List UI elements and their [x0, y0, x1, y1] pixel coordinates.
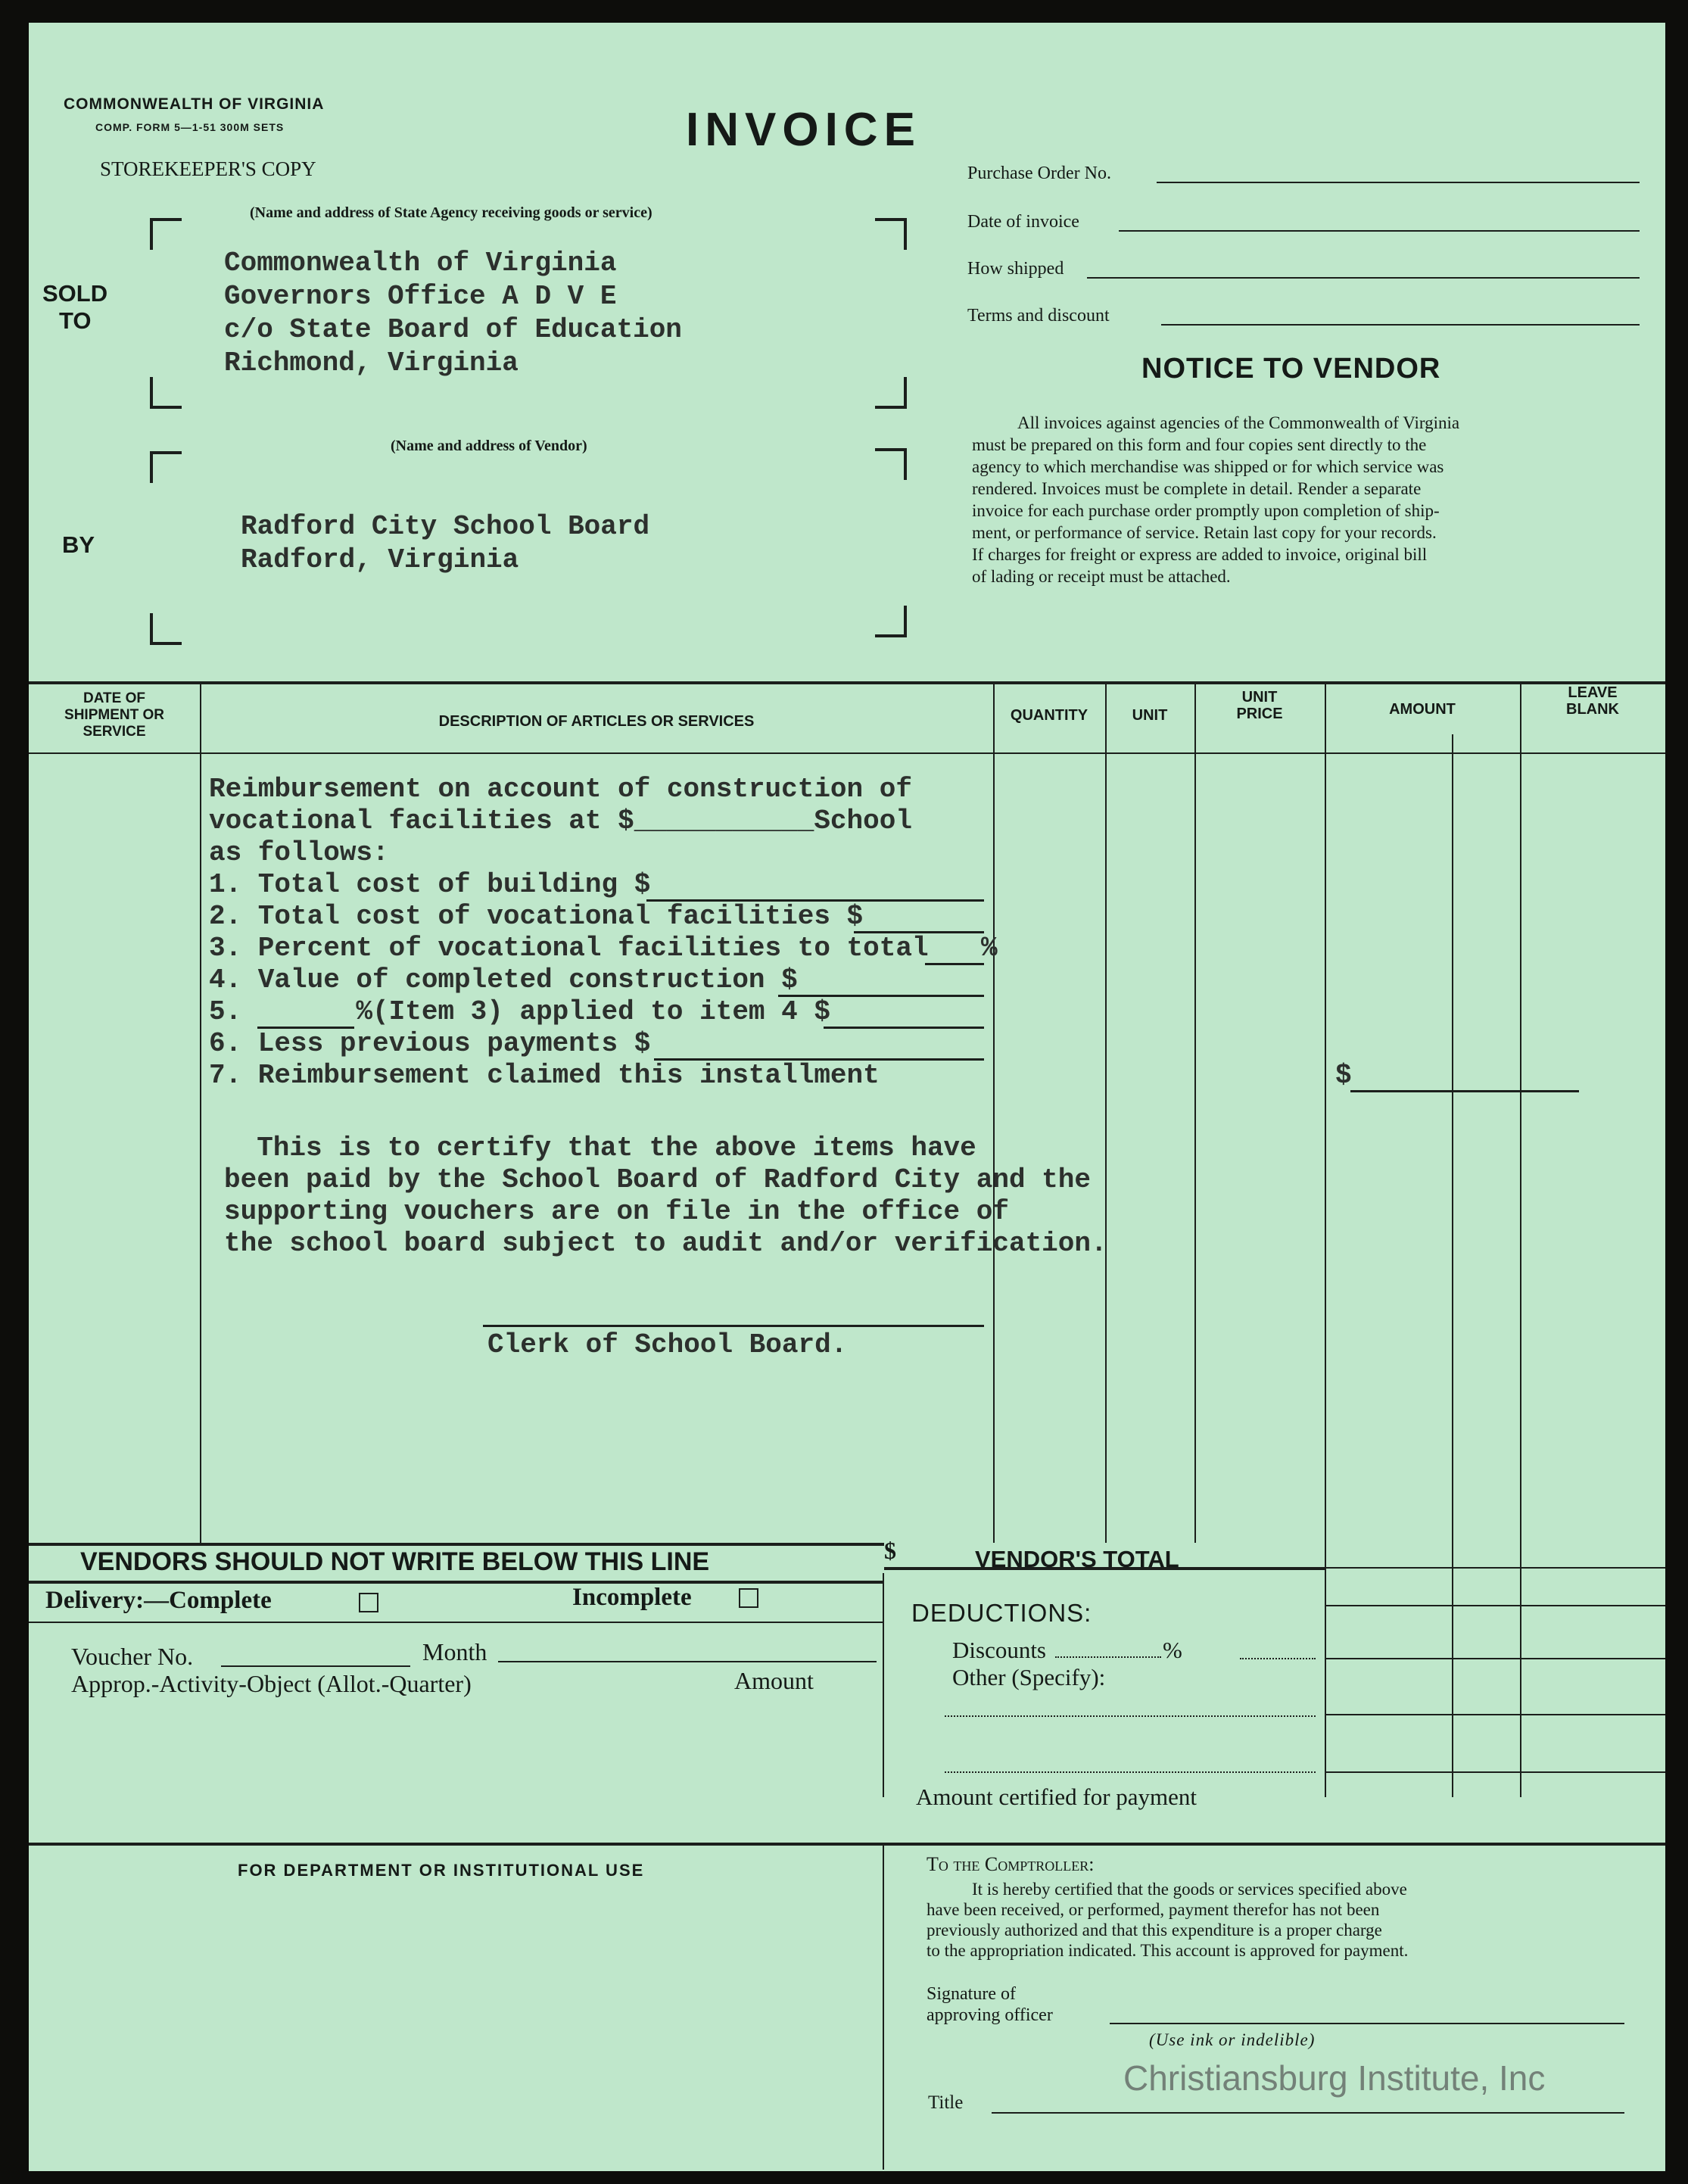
terms-label: Terms and discount [967, 306, 1110, 326]
discount-pct-field[interactable] [1055, 1656, 1161, 1658]
notice-text [972, 412, 1638, 587]
column-header-unit: UNIT [1132, 707, 1168, 724]
month-label: Month [422, 1638, 487, 1665]
clerk-label: Clerk of School Board. [487, 1329, 848, 1360]
column-divider [1325, 683, 1326, 1797]
voucher-label: Voucher No. [71, 1643, 194, 1670]
terms-field[interactable] [1161, 324, 1640, 326]
vendor-total-dollar: $ [884, 1537, 896, 1564]
grid-line [1325, 1567, 1665, 1569]
percent-sign: % [981, 933, 998, 964]
column-header-quantity: QUANTITY [1010, 707, 1088, 724]
signature-field[interactable] [1110, 2023, 1624, 2024]
certification-line: This is to certify that the above items have [224, 1133, 976, 1164]
description-line: 7. Reimbursement claimed this installment [209, 1060, 880, 1091]
notice-line: All invoices against agencies of the Commonwealth of Virginia [1017, 413, 1460, 432]
description-line: 6. Less previous payments $ [209, 1028, 651, 1059]
address-line: Governors Office A D V E [224, 281, 617, 312]
column-divider [1452, 734, 1453, 1797]
other-field-2[interactable] [945, 1771, 1316, 1773]
comptroller-line: have been received, or performed, payment therefor has not been [927, 1900, 1380, 1919]
purchase-order-label: Purchase Order No. [967, 164, 1111, 183]
signature-label [927, 1983, 1053, 2026]
header-line: PRICE [1236, 706, 1283, 722]
voucher-field[interactable] [221, 1665, 410, 1667]
grid-line [1325, 1714, 1665, 1715]
comptroller-line: to the appropriation indicated. This account is approved for payment. [927, 1941, 1409, 1960]
department-rule [29, 1843, 1665, 1846]
notice-line: agency to which merchandise was shipped or for which service was [972, 457, 1444, 476]
invoice-date-label: Date of invoice [967, 212, 1079, 232]
grid-line [1325, 1605, 1665, 1606]
corner-mark [150, 613, 182, 645]
comptroller-line: previously authorized and that this expenditure is a proper charge [927, 1921, 1382, 1939]
form-number: COMP. FORM 5—1-51 300M SETS [95, 121, 285, 133]
delivery-complete-checkbox[interactable] [359, 1593, 378, 1612]
certification-line: been paid by the School Board of Radford City and the [224, 1164, 1091, 1195]
vendor-section-rule [29, 1543, 884, 1546]
description-line: vocational facilities at $___________School [209, 805, 912, 837]
agency-name: COMMONWEALTH OF VIRGINIA [64, 95, 325, 113]
corner-mark [150, 218, 182, 250]
certification-line: supporting vouchers are on file in the office of [224, 1196, 1009, 1227]
header-line: SERVICE [83, 724, 146, 740]
to-label: TO [59, 307, 92, 334]
certification-line: the school board subject to audit and/or verification. [224, 1228, 1107, 1259]
month-field[interactable] [498, 1661, 877, 1662]
comptroller-heading: To the Comptroller: [927, 1853, 1095, 1875]
title-label: Title [928, 2092, 964, 2113]
copy-label: STOREKEEPER'S COPY [100, 157, 316, 180]
vendor-address [241, 510, 649, 577]
vendors-warning: VENDORS SHOULD NOT WRITE BELOW THIS LINE [80, 1547, 710, 1576]
discount-pct-sign: % [1163, 1637, 1182, 1663]
sold-to-address [224, 247, 682, 380]
delivery-rule [29, 1581, 884, 1584]
address-line: c/o State Board of Education [224, 314, 682, 345]
how-shipped-label: How shipped [967, 259, 1064, 279]
description-line: 4. Value of completed construction $ [209, 964, 798, 995]
fill-in-line[interactable] [824, 1027, 984, 1029]
column-header-leave-blank [1520, 684, 1665, 718]
column-divider [1194, 683, 1196, 1543]
discount-amount-field[interactable] [1240, 1658, 1316, 1659]
header-line: BLANK [1566, 701, 1619, 718]
header-line: UNIT [1241, 689, 1278, 706]
notice-title: NOTICE TO VENDOR [1141, 353, 1441, 385]
address-line: Commonwealth of Virginia [224, 248, 617, 279]
address-line: Richmond, Virginia [224, 347, 519, 379]
column-header-unit-price [1194, 689, 1325, 722]
notice-line: ment, or performance of service. Retain last copy for your records. [972, 523, 1437, 542]
column-header-amount: AMOUNT [1389, 701, 1456, 718]
column-header-description: DESCRIPTION OF ARTICLES OR SERVICES [438, 713, 755, 730]
column-divider [883, 1844, 884, 2170]
department-use-label: FOR DEPARTMENT OR INSTITUTIONAL USE [238, 1861, 645, 1880]
certified-label: Amount certified for payment [916, 1784, 1197, 1810]
notice-line: If charges for freight or express are added to invoice, original bill [972, 545, 1428, 564]
page-title: INVOICE [686, 104, 921, 156]
column-divider [883, 1573, 884, 1797]
vendor-total-label: VENDOR'S TOTAL [975, 1546, 1179, 1572]
column-divider [200, 683, 201, 1543]
by-label: BY [62, 531, 95, 558]
description-line: as follows: [209, 837, 389, 868]
comptroller-text [927, 1879, 1623, 1961]
sold-label: SOLD [42, 280, 108, 307]
notice-line: rendered. Invoices must be complete in detail. Render a separate [972, 479, 1422, 498]
other-label: Other (Specify): [952, 1664, 1106, 1690]
grid-line [1325, 1658, 1665, 1659]
signature-label-line: Signature of [927, 1984, 1016, 2004]
description-line: 1. Total cost of building $ [209, 869, 651, 900]
watermark: Christiansburg Institute, Inc [1123, 2058, 1546, 2098]
corner-mark [875, 218, 907, 250]
delivery-complete-label: Delivery:—Complete [45, 1587, 272, 1614]
clerk-signature-line[interactable] [483, 1325, 984, 1327]
other-field-1[interactable] [945, 1715, 1316, 1717]
amount-label: Amount [734, 1667, 814, 1694]
signature-label-line: approving officer [927, 2005, 1053, 2025]
purchase-order-field[interactable] [1157, 182, 1640, 183]
invoice-date-field[interactable] [1119, 230, 1640, 232]
column-divider [1105, 683, 1107, 1543]
description-line: Reimbursement on account of construction of [209, 774, 912, 805]
header-line: DATE OF [83, 690, 145, 706]
discounts-label: Discounts [952, 1637, 1046, 1663]
vendor-caption: (Name and address of Vendor) [391, 438, 587, 454]
invoice-form [29, 23, 1665, 2171]
amount-fill-line[interactable] [1350, 1090, 1579, 1092]
notice-line: must be prepared on this form and four copies sent directly to the [972, 435, 1427, 454]
notice-line: of lading or receipt must be attached. [972, 567, 1231, 586]
column-divider [993, 683, 995, 1543]
fill-in-line[interactable] [925, 963, 984, 965]
deductions-label: DEDUCTIONS: [911, 1599, 1092, 1627]
delivery-bottom-rule [29, 1622, 884, 1623]
header-line: SHIPMENT OR [64, 707, 164, 723]
column-divider [1520, 683, 1521, 1797]
comptroller-line: It is hereby certified that the goods or services specified above [972, 1880, 1407, 1899]
amount-dollar-sign: $ [1335, 1060, 1352, 1091]
description-line: 3. Percent of vocational facilities to total [209, 933, 929, 964]
approp-label: Approp.-Activity-Object (Allot.-Quarter) [71, 1670, 472, 1697]
corner-mark [150, 377, 182, 409]
description-line: 2. Total cost of vocational facilities $ [209, 901, 864, 932]
column-header-date [29, 690, 200, 740]
corner-mark [875, 448, 907, 480]
ink-note: (Use ink or indelible) [1149, 2030, 1316, 2049]
corner-mark [875, 606, 907, 637]
delivery-incomplete-checkbox[interactable] [739, 1588, 758, 1608]
address-line: Radford, Virginia [241, 544, 519, 575]
corner-mark [875, 377, 907, 409]
sold-to-caption: (Name and address of State Agency receiving goods or service) [250, 204, 652, 221]
header-line: LEAVE [1568, 684, 1618, 701]
description-line: 5. %(Item 3) applied to item 4 $ [209, 996, 830, 1027]
table-header-rule [29, 752, 1665, 754]
notice-line: invoice for each purchase order promptly upon completion of ship- [972, 501, 1440, 520]
corner-mark [150, 451, 182, 483]
grid-line [1325, 1771, 1665, 1773]
delivery-incomplete-label: Incomplete [572, 1584, 692, 1611]
address-line: Radford City School Board [241, 511, 650, 542]
table-top-rule [29, 681, 1665, 684]
how-shipped-field[interactable] [1087, 277, 1640, 279]
title-field[interactable] [992, 2112, 1624, 2114]
